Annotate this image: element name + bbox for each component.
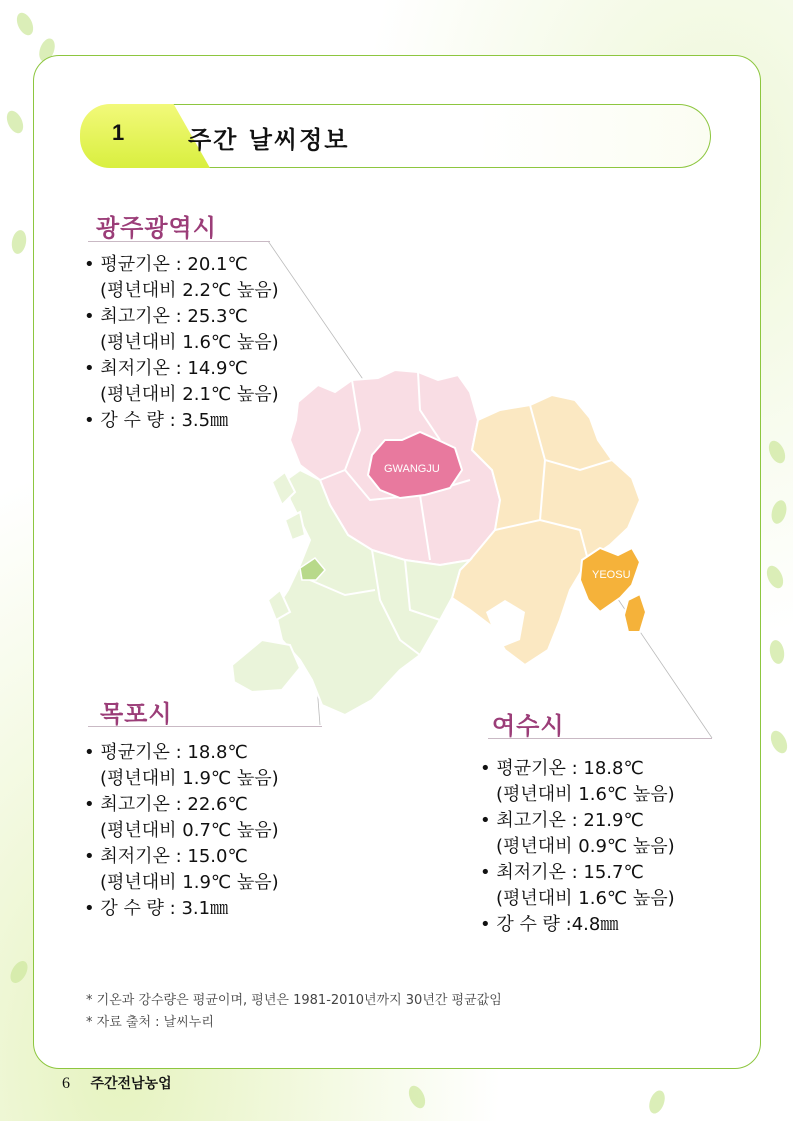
- yeosu-map-label: YEOSU: [592, 569, 631, 581]
- weather-line: (평년대비 1.9℃ 높음): [100, 768, 279, 789]
- weather-line: • 최저기온 : 14.9℃: [84, 358, 248, 379]
- footnote-normal-period: * 기온과 강수량은 평균이며, 평년은 1981-2010년까지 30년간 평균값임: [86, 993, 502, 1008]
- weather-line: (평년대비 1.6℃ 높음): [496, 784, 675, 805]
- weather-line: • 강 수 량 : 3.5㎜: [84, 410, 229, 431]
- mokpo-rule: [88, 726, 322, 727]
- weather-line: • 최저기온 : 15.7℃: [480, 862, 644, 883]
- page-number: 6: [62, 1075, 70, 1092]
- weather-line: (평년대비 2.2℃ 높음): [100, 280, 279, 301]
- weather-line: • 평균기온 : 20.1℃: [84, 254, 248, 275]
- mokpo-title: 목포시: [100, 700, 173, 728]
- publication-name: 주간전남농업: [90, 1076, 172, 1092]
- gwangju-title: 광주광역시: [96, 214, 217, 242]
- weather-line: (평년대비 1.9℃ 높음): [100, 872, 279, 893]
- mokpo-weather-list: [84, 740, 279, 922]
- weather-line: • 최고기온 : 21.9℃: [480, 810, 644, 831]
- weather-line: (평년대비 2.1℃ 높음): [100, 384, 279, 405]
- weather-line: • 강 수 량 : 3.1㎜: [84, 898, 229, 919]
- weather-line: • 강 수 량 :4.8㎜: [480, 914, 619, 935]
- weather-line: (평년대비 1.6℃ 높음): [100, 332, 279, 353]
- section-title: 주간 날씨정보: [188, 126, 350, 154]
- footnotes: [86, 990, 502, 1034]
- section-number: 1: [112, 120, 125, 145]
- map-yeosu-island: [624, 594, 646, 632]
- gwangju-rule: [88, 241, 270, 242]
- footnote-source: * 자료 출처 : 날씨누리: [86, 1015, 214, 1030]
- page-footer: [62, 1073, 172, 1093]
- weather-line: • 최고기온 : 22.6℃: [84, 794, 248, 815]
- weather-line: (평년대비 0.7℃ 높음): [100, 820, 279, 841]
- weather-line: • 평균기온 : 18.8℃: [480, 758, 644, 779]
- weather-line: (평년대비 0.9℃ 높음): [496, 836, 675, 857]
- weather-line: • 평균기온 : 18.8℃: [84, 742, 248, 763]
- yeosu-leader-line: [605, 580, 712, 738]
- weather-line: • 최저기온 : 15.0℃: [84, 846, 248, 867]
- weather-line: (평년대비 1.6℃ 높음): [496, 888, 675, 909]
- yeosu-weather-list: [480, 756, 675, 938]
- gwangju-weather-list: [84, 252, 279, 434]
- gwangju-map-label: GWANGJU: [384, 463, 440, 475]
- yeosu-rule: [488, 738, 712, 739]
- weather-line: • 최고기온 : 25.3℃: [84, 306, 248, 327]
- yeosu-title: 여수시: [492, 712, 565, 740]
